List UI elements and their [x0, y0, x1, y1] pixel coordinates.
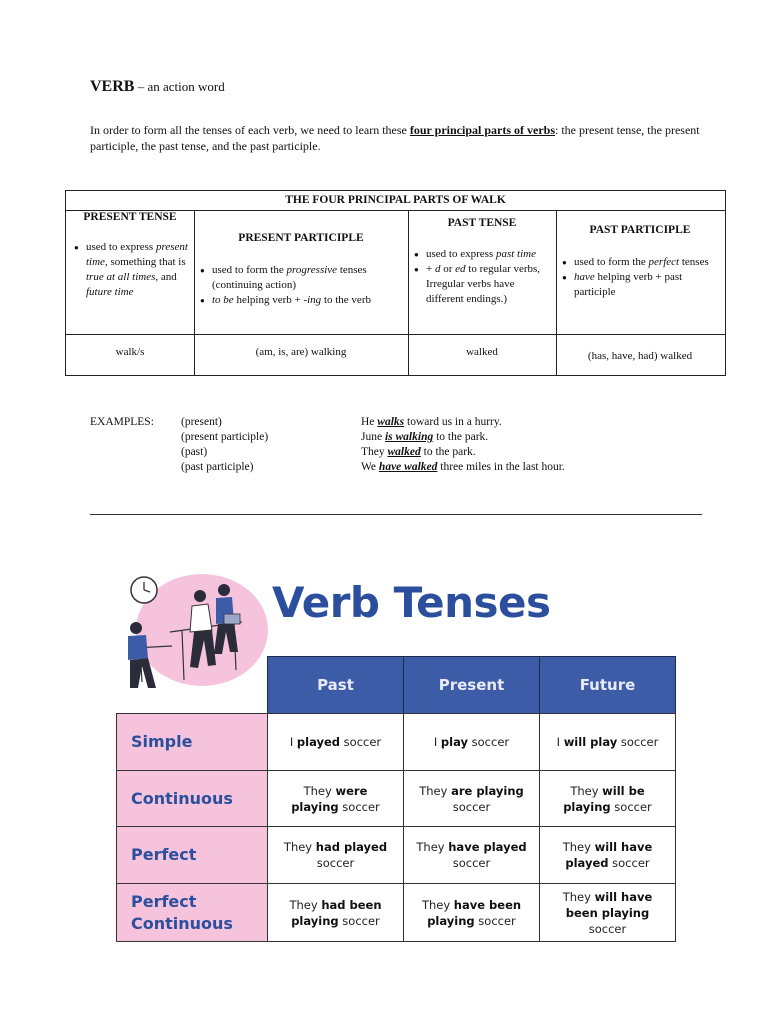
- example-sentence: [361, 415, 502, 430]
- sentence-verb: walked: [387, 446, 421, 458]
- heading-rest: – an action word: [134, 79, 225, 94]
- note-text: tenses (continuing action): [212, 264, 367, 291]
- form-present: walk/s: [115, 346, 145, 358]
- past-participle-notes: [562, 255, 712, 300]
- intro-emphasis: four principal parts of verbs: [409, 123, 555, 137]
- cell-text: They: [416, 840, 449, 854]
- note-text: , something that is: [104, 256, 186, 268]
- sentence-text: They: [361, 446, 388, 458]
- note-item: [74, 240, 188, 300]
- note-item: [200, 263, 405, 293]
- form-past: walked: [466, 346, 498, 358]
- cell-text: soccer: [338, 913, 380, 928]
- row-header-perfect-continuous: Perfect Continuous: [116, 883, 268, 942]
- row-divider: [66, 334, 725, 335]
- cell-verb: will be playing: [563, 783, 645, 814]
- cell-text: They: [289, 897, 322, 912]
- cell-text: They: [562, 889, 595, 904]
- note-text: used to form the: [212, 264, 287, 276]
- tense-cell: [403, 713, 540, 771]
- intro-text-end: : the present tense, the present participle, the past tense, and the past participle.: [90, 123, 700, 153]
- sentence-verb: walks: [377, 416, 405, 428]
- tense-cell: [267, 713, 404, 771]
- sentence-text: to the park.: [420, 446, 476, 458]
- cell-text: They: [562, 840, 595, 854]
- cell-text: soccer: [588, 921, 627, 936]
- sentence-text: We: [361, 461, 379, 473]
- sentence-verb: is walking: [384, 431, 434, 443]
- cell-text: soccer: [338, 799, 380, 814]
- cell-verb: have been playing: [427, 897, 522, 928]
- verb-tenses-title: Verb Tenses: [272, 578, 551, 627]
- example-sentence: [361, 460, 565, 475]
- column-header-past: Past: [267, 656, 404, 714]
- past-tense-notes: [414, 247, 552, 307]
- cell-text: soccer: [452, 856, 491, 870]
- example-kind: (past participle): [181, 461, 254, 473]
- example-kind: (present): [181, 416, 222, 428]
- sentence-text: He: [361, 416, 378, 428]
- note-text: tenses: [679, 256, 709, 268]
- note-italic: d: [434, 263, 441, 275]
- cell-text: soccer: [452, 799, 491, 814]
- cell-verb: were playing: [291, 783, 368, 814]
- intro-text: In order to form all the tenses of each verb, we need to learn these: [90, 123, 410, 137]
- sentence-text: three miles in the last hour.: [437, 461, 565, 473]
- note-item: [414, 247, 552, 262]
- note-italic: have: [574, 271, 595, 283]
- note-text: used to express: [426, 248, 496, 260]
- present-tense-notes: [74, 240, 188, 300]
- tense-cell: [539, 883, 676, 942]
- note-item: [562, 270, 712, 300]
- note-text: , and: [155, 271, 177, 283]
- cell-verb: will have played: [565, 840, 653, 870]
- page-heading: [90, 78, 225, 96]
- column-header-present: Present: [403, 656, 540, 714]
- example-sentence: [361, 430, 488, 445]
- cell-verb: played: [296, 735, 341, 749]
- cell-verb: will play: [563, 735, 618, 749]
- cell-verb: had played: [315, 840, 388, 854]
- clock-icon: [131, 577, 157, 603]
- row-header-simple: Simple: [116, 713, 268, 771]
- cell-text: They: [419, 783, 452, 798]
- note-text: to the verb: [321, 294, 371, 306]
- note-italic: present time: [86, 241, 188, 268]
- laptop-icon: [224, 614, 240, 624]
- note-text: to regular verbs, Irregular verbs have different endings.): [426, 263, 541, 305]
- example-kind: (past): [181, 446, 208, 458]
- intro-paragraph: [90, 122, 710, 154]
- cell-verb: have played: [448, 840, 527, 854]
- principal-parts-table: [65, 190, 726, 376]
- examples-label: EXAMPLES:: [90, 416, 154, 428]
- sentence-verb: have walked: [378, 461, 438, 473]
- note-italic: past time: [495, 248, 536, 260]
- note-text: or: [440, 263, 456, 275]
- note-text: used to express: [86, 241, 156, 253]
- cell-text: soccer: [617, 735, 659, 749]
- cell-verb: play: [440, 735, 468, 749]
- cell-verb: will have been playing: [565, 889, 653, 920]
- note-italic: future time: [86, 286, 134, 298]
- header-present-tense: PRESENT TENSE: [83, 211, 177, 223]
- tense-cell: [539, 713, 676, 771]
- note-italic: -ing: [303, 294, 322, 306]
- cell-text: soccer: [316, 856, 355, 870]
- row-header-continuous: Continuous: [116, 770, 268, 827]
- note-italic: to be: [212, 294, 234, 306]
- cell-verb: are playing: [451, 783, 524, 798]
- cell-text: I: [433, 735, 441, 749]
- form-past-participle: (has, have, had) walked: [587, 350, 693, 362]
- note-italic: progressive: [286, 264, 338, 276]
- cell-text: They: [283, 840, 316, 854]
- cell-text: soccer: [468, 735, 510, 749]
- section-divider: [90, 514, 702, 515]
- note-text: helping verb + past participle: [574, 271, 683, 298]
- tense-cell: [403, 770, 540, 827]
- header-past-participle: PAST PARTICIPLE: [589, 224, 691, 236]
- note-item: [414, 262, 552, 307]
- note-italic: ed: [455, 263, 466, 275]
- tense-cell: [539, 826, 676, 884]
- cell-text: soccer: [474, 913, 516, 928]
- note-text: used to form the: [574, 256, 649, 268]
- example-kind: (present participle): [181, 431, 269, 443]
- cell-text: soccer: [610, 799, 652, 814]
- note-item: [200, 293, 405, 308]
- tense-cell: [403, 826, 540, 884]
- tense-cell: [267, 826, 404, 884]
- tense-cell: [267, 770, 404, 827]
- verb-tenses-table: [116, 656, 676, 942]
- form-present-participle: (am, is, are) walking: [255, 346, 347, 358]
- cell-text: soccer: [340, 735, 382, 749]
- sentence-text: to the park.: [433, 431, 489, 443]
- tense-cell: [403, 883, 540, 942]
- heading-word: VERB: [90, 78, 135, 95]
- note-italic: perfect: [648, 256, 680, 268]
- row-header-perfect: Perfect: [116, 826, 268, 884]
- cell-text: soccer: [608, 856, 650, 870]
- sentence-text: toward us in a hurry.: [404, 416, 502, 428]
- header-past-tense: PAST TENSE: [447, 217, 517, 229]
- header-present-participle: PRESENT PARTICIPLE: [238, 232, 364, 244]
- cell-text: They: [303, 783, 336, 798]
- cell-verb: had been playing: [291, 897, 382, 928]
- note-italic: true at all times: [86, 271, 156, 283]
- cell-text: I: [289, 735, 297, 749]
- cell-text: They: [570, 783, 603, 798]
- example-sentence: [361, 445, 476, 460]
- note-text: helping verb +: [233, 294, 304, 306]
- note-item: [562, 255, 712, 270]
- tense-cell: [267, 883, 404, 942]
- column-header-future: Future: [539, 656, 676, 714]
- cell-text: I: [556, 735, 564, 749]
- cell-text: They: [421, 897, 454, 912]
- tense-cell: [539, 770, 676, 827]
- table-title: THE FOUR PRINCIPAL PARTS OF WALK: [66, 191, 725, 211]
- note-text: +: [426, 263, 435, 275]
- sentence-text: June: [361, 431, 385, 443]
- present-participle-notes: [200, 263, 405, 308]
